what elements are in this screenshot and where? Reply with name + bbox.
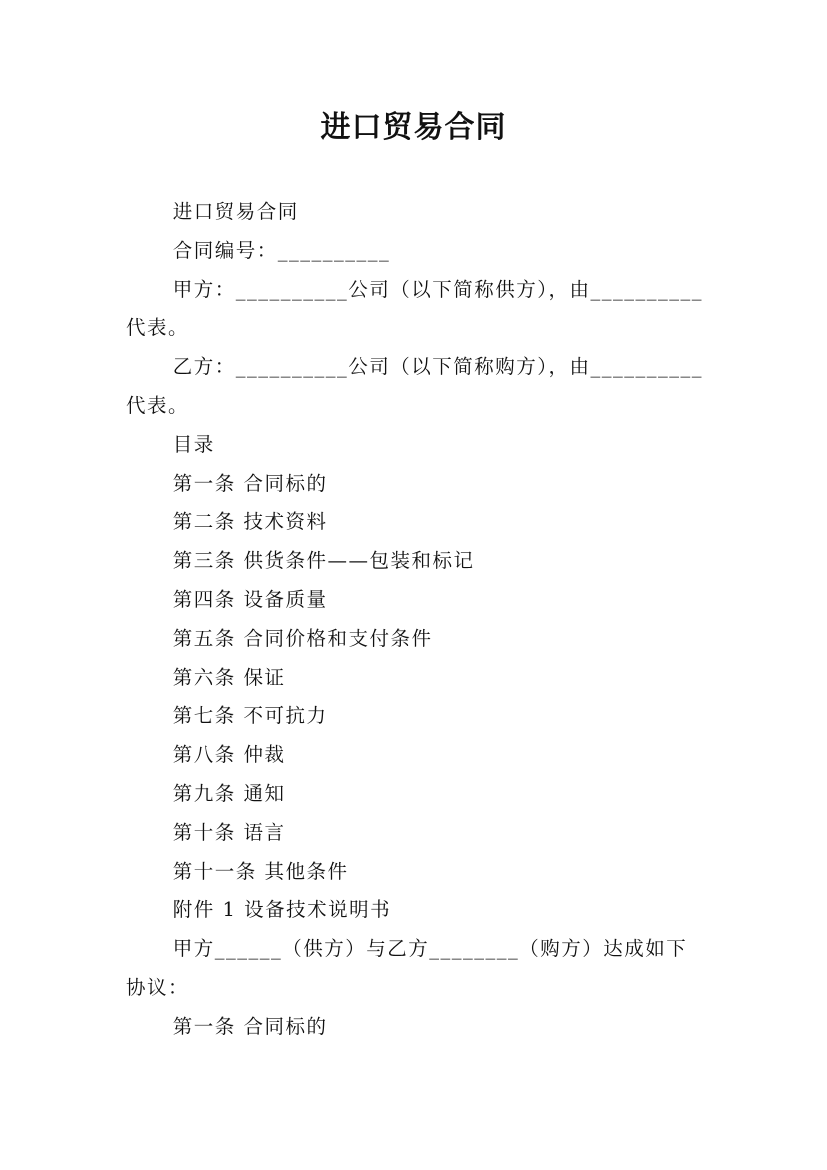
paragraph-article-1-heading: 第一条 合同标的 (172, 1014, 328, 1038)
toc-item: 第四条 设备质量 (172, 587, 328, 611)
paragraph-contract-number: 合同编号：__________ (172, 238, 391, 262)
toc-item: 附件 1 设备技术说明书 (172, 898, 392, 922)
toc-item: 第七条 不可抗力 (172, 704, 328, 728)
toc-item: 第一条 合同标的 (172, 471, 328, 495)
paragraph-toc-heading: 目录 (172, 432, 215, 456)
toc-item: 第六条 保证 (172, 665, 286, 689)
toc-item: 第九条 通知 (172, 781, 286, 805)
toc-item: 第十一条 其他条件 (172, 859, 349, 883)
toc-item: 第二条 技术资料 (172, 510, 328, 534)
toc-item: 第十条 语言 (172, 820, 286, 844)
paragraph-agreement: 甲方______（供方）与乙方________（购方）达成如下协议： (126, 937, 688, 999)
paragraph-party-a: 甲方：__________公司（以下简称供方），由__________代表。 (126, 277, 704, 340)
document-title: 进口贸易合同 (320, 110, 507, 145)
toc-item: 第八条 仲裁 (172, 743, 286, 767)
toc-item: 第三条 供货条件——包装和标记 (172, 549, 475, 573)
paragraph-heading: 进口贸易合同 (172, 200, 299, 223)
toc-item: 第五条 合同价格和支付条件 (172, 626, 433, 650)
document-body (126, 193, 706, 1047)
paragraph-party-b: 乙方：__________公司（以下简称购方），由__________代表。 (126, 355, 704, 417)
